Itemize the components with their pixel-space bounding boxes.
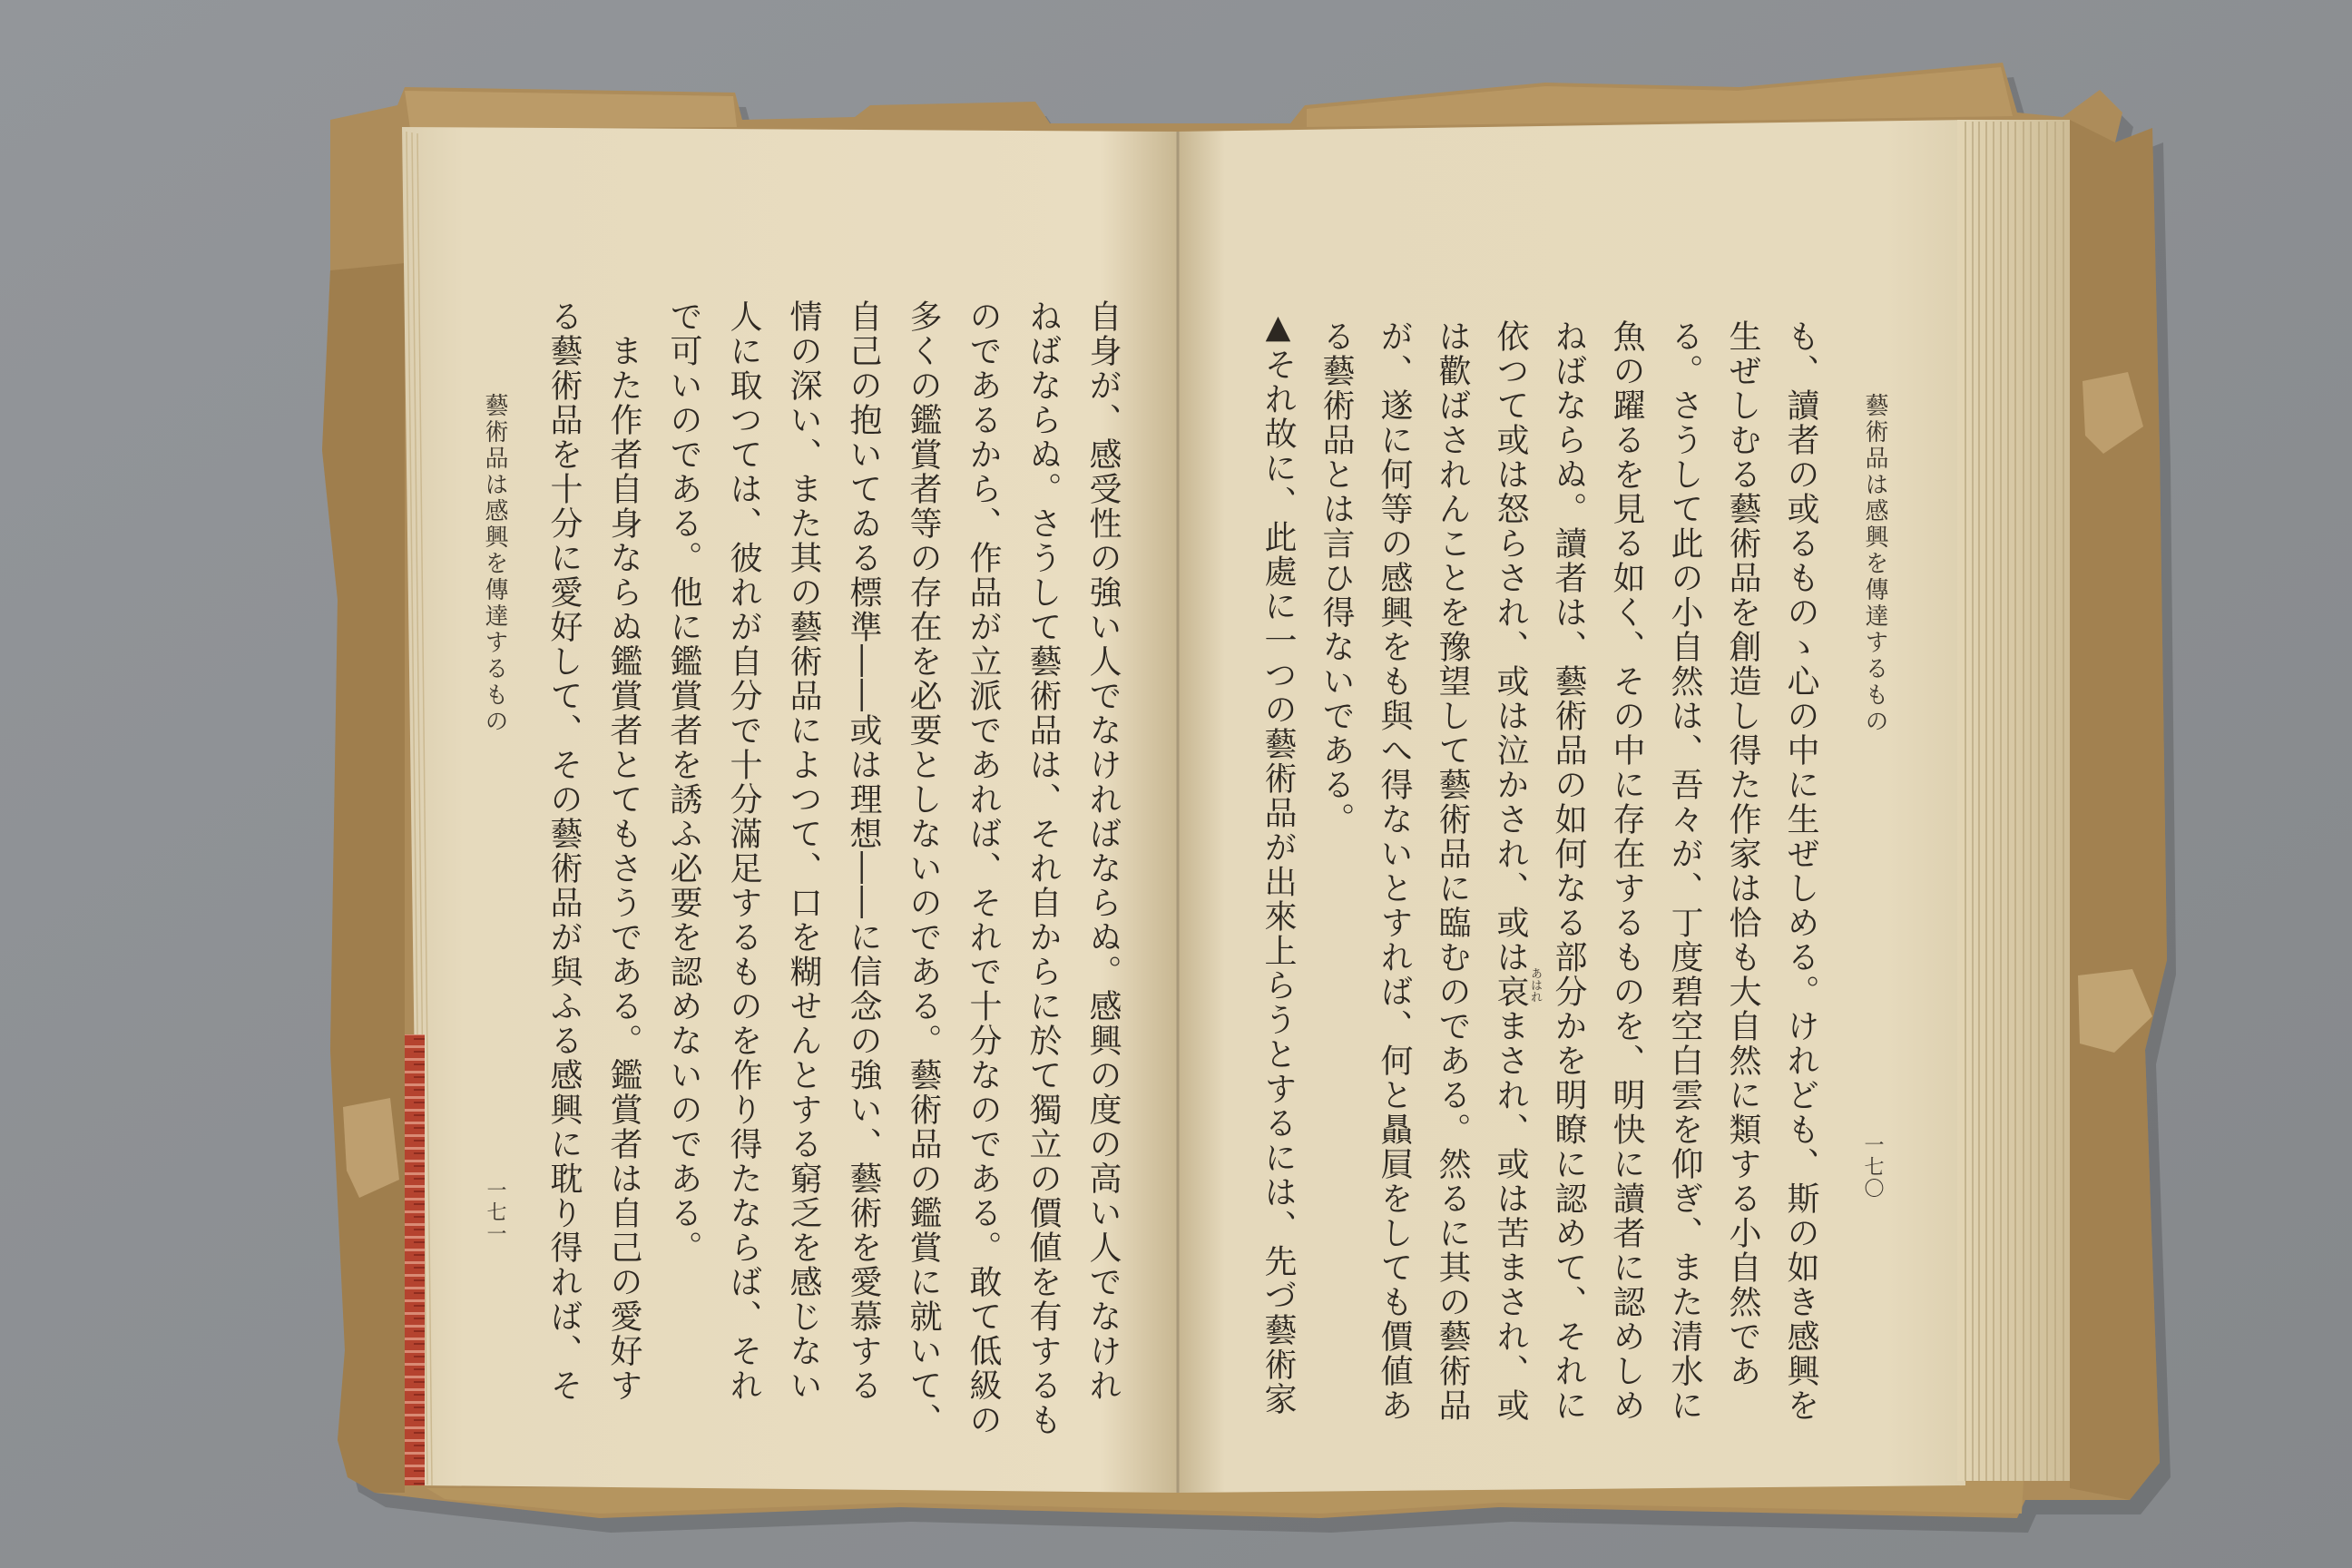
right-text-column: 魚の躍るを見る如く、その中に存在するものを、明快に讀者に認めしめ xyxy=(1608,319,1645,1423)
left-text-column: ねばならぬ。さうして藝術品は、それ自からに於て獨立の價値を有するも xyxy=(1024,299,1062,1437)
right-text-column: 生ぜしむる藝術品を創造し得た作家は恰も大自然に類する小自然であ xyxy=(1724,319,1761,1388)
left-text-column: で可いのである。他に鑑賞者を誘ふ必要を認めないのである。 xyxy=(665,299,702,1265)
right-page-number: 一七〇 xyxy=(1861,1134,1884,1200)
furigana-ruby: あはれ xyxy=(1528,967,1542,1003)
right-text-column: ねばならぬ。讀者は、藝術品の如何なる部分かを明瞭に認めて、それに xyxy=(1550,319,1587,1423)
left-page-number: 一七一 xyxy=(484,1180,506,1245)
left-text-column: 人に取つては、彼れが自分で十分滿足するものを作り得たならば、それ xyxy=(725,299,762,1403)
right-text-column: は歡ばされんことを豫望して藝術品に臨むのである。然るに其の藝術品 xyxy=(1434,319,1471,1423)
left-text-column: また作者自身ならぬ鑑賞者とてもさうである。鑑賞者は自己の愛好す xyxy=(605,334,642,1403)
left-text-column: のであるから、作品が立派であれば、それで十分なのである。敢て低級の xyxy=(965,299,1002,1437)
right-running-header: 藝術品は感興を傳達するもの xyxy=(1861,393,1888,735)
left-text-column: 多くの鑑賞者等の存在を必要としないのである。藝術品の鑑賞に就いて、 xyxy=(905,299,942,1437)
right-text-column: る。さうして此の小自然は、吾々が、丁度碧空白雲を仰ぎ、また清水に xyxy=(1666,319,1703,1423)
left-text-column: 自身が、感受性の強い人でなければならぬ。感興の度の高い人でなけれ xyxy=(1084,299,1122,1403)
right-text-column: る藝術品とは言ひ得ないである。 xyxy=(1318,319,1355,837)
right-text-column: 依つて或は怒らされ、或は泣かされ、或は哀まされ、或は苦まされ、或 xyxy=(1492,319,1529,1423)
right-text-column: が、遂に何等の感興をも與へ得ないとすれば、何と贔屓をしても價値あ xyxy=(1376,319,1413,1423)
right-text-column: も、讀者の或るものゝ心の中に生ぜしめる。けれども、斯の如き感興を xyxy=(1782,319,1819,1423)
left-text-column: 情の深い、また其の藝術品によつて、口を糊せんとする窮乏を感じない xyxy=(785,299,822,1403)
left-text-column: 自己の抱いてゐる標準――或は理想――に信念の強い、藝術を愛慕する xyxy=(845,299,882,1403)
left-running-header: 藝術品は感興を傳達するもの xyxy=(481,393,508,735)
right-text-column: ▲それ故に、此處に一つの藝術品が出來上らうとするには、先づ藝術家 xyxy=(1259,309,1297,1416)
left-text-column: る藝術品を十分に愛好して、その藝術品が與ふる感興に耽り得れば、そ xyxy=(545,299,583,1403)
